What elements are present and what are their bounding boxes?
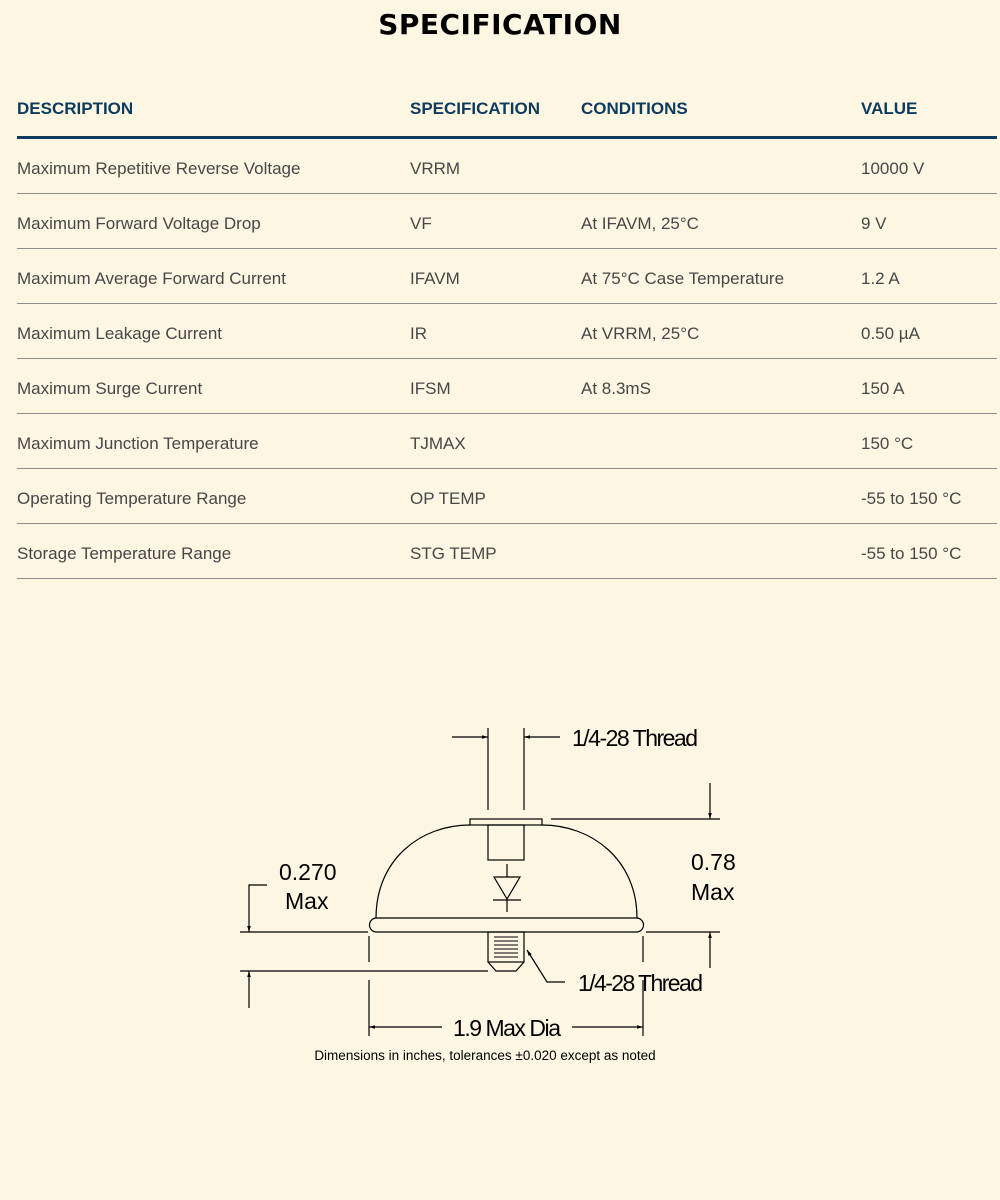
cell-value: -55 to 150 °C xyxy=(861,489,962,508)
table-row xyxy=(17,359,997,414)
cell-description: Maximum Average Forward Current xyxy=(17,269,286,288)
table-row xyxy=(17,524,997,579)
table-row xyxy=(17,414,997,469)
table-row xyxy=(17,304,997,359)
cell-specification: IFAVM xyxy=(410,269,460,288)
package-drawing xyxy=(0,700,1000,1100)
cell-description: Operating Temperature Range xyxy=(17,489,247,508)
cell-conditions: At 8.3mS xyxy=(581,379,651,398)
cell-value: 10000 V xyxy=(861,159,925,178)
cell-description: Maximum Forward Voltage Drop xyxy=(17,214,261,233)
page-title: SPECIFICATION xyxy=(378,8,622,41)
cell-value: 0.50 µA xyxy=(861,324,920,343)
cell-description: Maximum Junction Temperature xyxy=(17,434,259,453)
cell-value: 9 V xyxy=(861,214,887,233)
cell-value: 150 A xyxy=(861,379,905,398)
bottom-thread-leader xyxy=(527,950,565,982)
cell-conditions: At IFAVM, 25°C xyxy=(581,214,699,233)
dimensions-caption: Dimensions in inches, tolerances ±0.020 except as noted xyxy=(314,1048,656,1063)
table-row xyxy=(17,139,997,194)
bottom-thread-label: 1/4-28 Thread xyxy=(578,970,703,996)
cell-conditions: At VRRM, 25°C xyxy=(581,324,700,343)
diode-symbol-icon xyxy=(493,864,521,912)
cell-specification: IFSM xyxy=(410,379,451,398)
cell-specification: TJMAX xyxy=(410,434,466,453)
package-outline xyxy=(370,819,644,971)
cell-specification: OP TEMP xyxy=(410,489,486,508)
cell-description: Maximum Surge Current xyxy=(17,379,203,398)
cell-specification: IR xyxy=(410,324,427,343)
top-stud-dimension xyxy=(452,728,560,810)
table-row xyxy=(17,249,997,304)
flange-dimension xyxy=(240,885,488,1008)
cell-specification: VF xyxy=(410,214,432,233)
header-conditions: CONDITIONS xyxy=(581,99,688,118)
height-unit: Max xyxy=(691,879,735,905)
table-header xyxy=(17,80,997,139)
cell-value: 1.2 A xyxy=(861,269,900,288)
cell-value: 150 °C xyxy=(861,434,914,453)
cell-conditions: At 75°C Case Temperature xyxy=(581,269,785,288)
spec-table xyxy=(17,80,997,579)
flange-value: 0.270 xyxy=(279,859,337,885)
height-dimension xyxy=(551,783,720,968)
height-value: 0.78 xyxy=(691,849,736,875)
cell-value: -55 to 150 °C xyxy=(861,544,962,563)
cell-specification: STG TEMP xyxy=(410,544,497,563)
header-description: DESCRIPTION xyxy=(17,99,134,118)
cell-description: Maximum Repetitive Reverse Voltage xyxy=(17,159,301,178)
table-row xyxy=(17,194,997,249)
cell-description: Maximum Leakage Current xyxy=(17,324,223,343)
header-specification: SPECIFICATION xyxy=(410,99,541,118)
header-value: VALUE xyxy=(861,99,918,118)
flange-unit: Max xyxy=(285,888,329,914)
table-row xyxy=(17,469,997,524)
top-thread-label: 1/4-28 Thread xyxy=(572,725,698,751)
cell-specification: VRRM xyxy=(410,159,461,178)
cell-description: Storage Temperature Range xyxy=(17,544,232,563)
diameter-label: 1.9 Max Dia xyxy=(453,1015,561,1041)
